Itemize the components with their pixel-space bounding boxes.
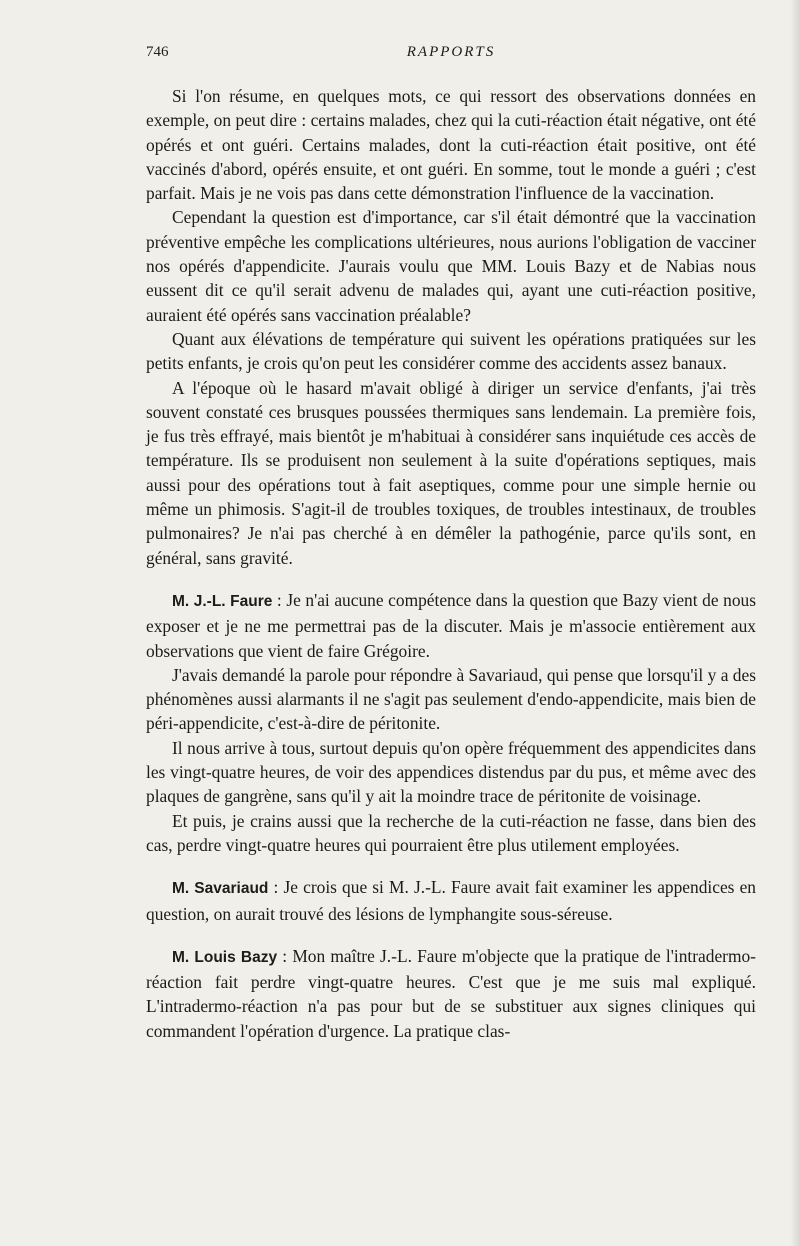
faure-intervention (146, 588, 756, 663)
paragraph-1: Si l'on résume, en quelques mots, ce qui ressort des observations données en exemple, on peut dire : certains malades, chez qui la cuti-réaction était négative, ont été opérés et ont guéri. Certains malades, dont la cuti-réaction était positive, ont été vaccinés d'abord, opérés ensuite, et ont guéri. En somme, tout le monde a guéri ; c'est parfait. Mais je ne vois pas dans cette démonstration l'influence de la vaccination. (146, 86, 756, 204)
running-head: RAPPORTS (406, 44, 496, 60)
paragraph-4: A l'époque où le hasard m'avait obligé à diriger un service d'enfants, j'ai très souvent constaté ces brusques poussées thermiques sans lendemain. La première fois, je fus très effrayé, mais bientôt je m'habituai à considérer sans inquiétude ces accès de température. Ils se produisent non seulement à la suite d'opérations septiques, mais aussi pour des opérations tout à fait aseptiques, comme pour une simple hernie ou même un phimosis. S'agit-il de troubles toxiques, de troubles intestinaux, de troubles pulmonaires? Je n'ai pas cherché à en démêler la pathogénie, parce qu'ils sont, en général, sans gravité. (146, 377, 756, 568)
speech-text: : Je crois que si M. J.-L. Faure avait fait examiner les appendices en question, on aurait trouvé des lésions de lymphangite sous-séreuse. (146, 877, 756, 924)
savariaud-intervention (146, 875, 756, 926)
paragraph-3: Quant aux élévations de température qui suivent les opérations pratiquées sur les petits enfants, je crois qu'on peut les considérer comme des accidents assez banaux. (146, 328, 756, 374)
bazy-intervention (146, 944, 756, 1043)
faure-paragraph-3: Il nous arrive à tous, surtout depuis qu'on opère fréquemment des appendicites dans les vingt-quatre heures, de voir des appendices distendus par du pus, et même avec des plaques de gangrène, sans qu'il y ait la moindre trace de péritonite de voisinage. (146, 737, 756, 807)
body-text (146, 84, 756, 1043)
page-number: 746 (146, 44, 169, 60)
paragraph-2: Cependant la question est d'importance, car s'il était démontré que la vaccination préventive empêche les complications ultérieures, nous aurions l'obligation de vacciner nos opérés d'appendicite. J'aurais voulu que MM. Louis Bazy et de Nabias nous eussent dit ce qu'il serait advenu de malades qui, ayant une cuti-réaction positive, auraient été opérés sans vaccination préalable? (146, 207, 756, 325)
faure-paragraph-2: J'avais demandé la parole pour répondre à Savariaud, qui pense que lorsqu'il y a des phénomènes aussi alarmants il ne s'agit pas seulement d'endo-appendicite, mais bien de péri-appendicite, c'est-à-dire de péritonite. (146, 664, 756, 734)
speaker-name: M. Louis Bazy (172, 948, 278, 966)
speech-text: : Je n'ai aucune compétence dans la question que Bazy vient de nous exposer et je ne me permettrai pas de la discuter. Mais je m'associe entièrement aux observations que vient de faire Grégoire. (146, 589, 756, 661)
speech-text: : Mon maître J.-L. Faure m'objecte que la pratique de l'intradermo-réaction fait perdre vingt-quatre heures. C'est que je me suis mal expliqué. L'intradermo-réaction n'a pas pour but de se substituer aux signes cliniques qui commandent l'opération d'urgence. La pratique clas- (146, 945, 756, 1041)
speaker-name: M. J.-L. Faure (172, 592, 273, 610)
page-header (146, 44, 756, 68)
page-edge-shadow (790, 0, 800, 1246)
speaker-name: M. Savariaud (172, 880, 269, 898)
faure-paragraph-4: Et puis, je crains aussi que la recherche de la cuti-réaction ne fasse, dans bien des cas, perdre vingt-quatre heures qui pourraient être plus utilement employées. (146, 810, 756, 855)
